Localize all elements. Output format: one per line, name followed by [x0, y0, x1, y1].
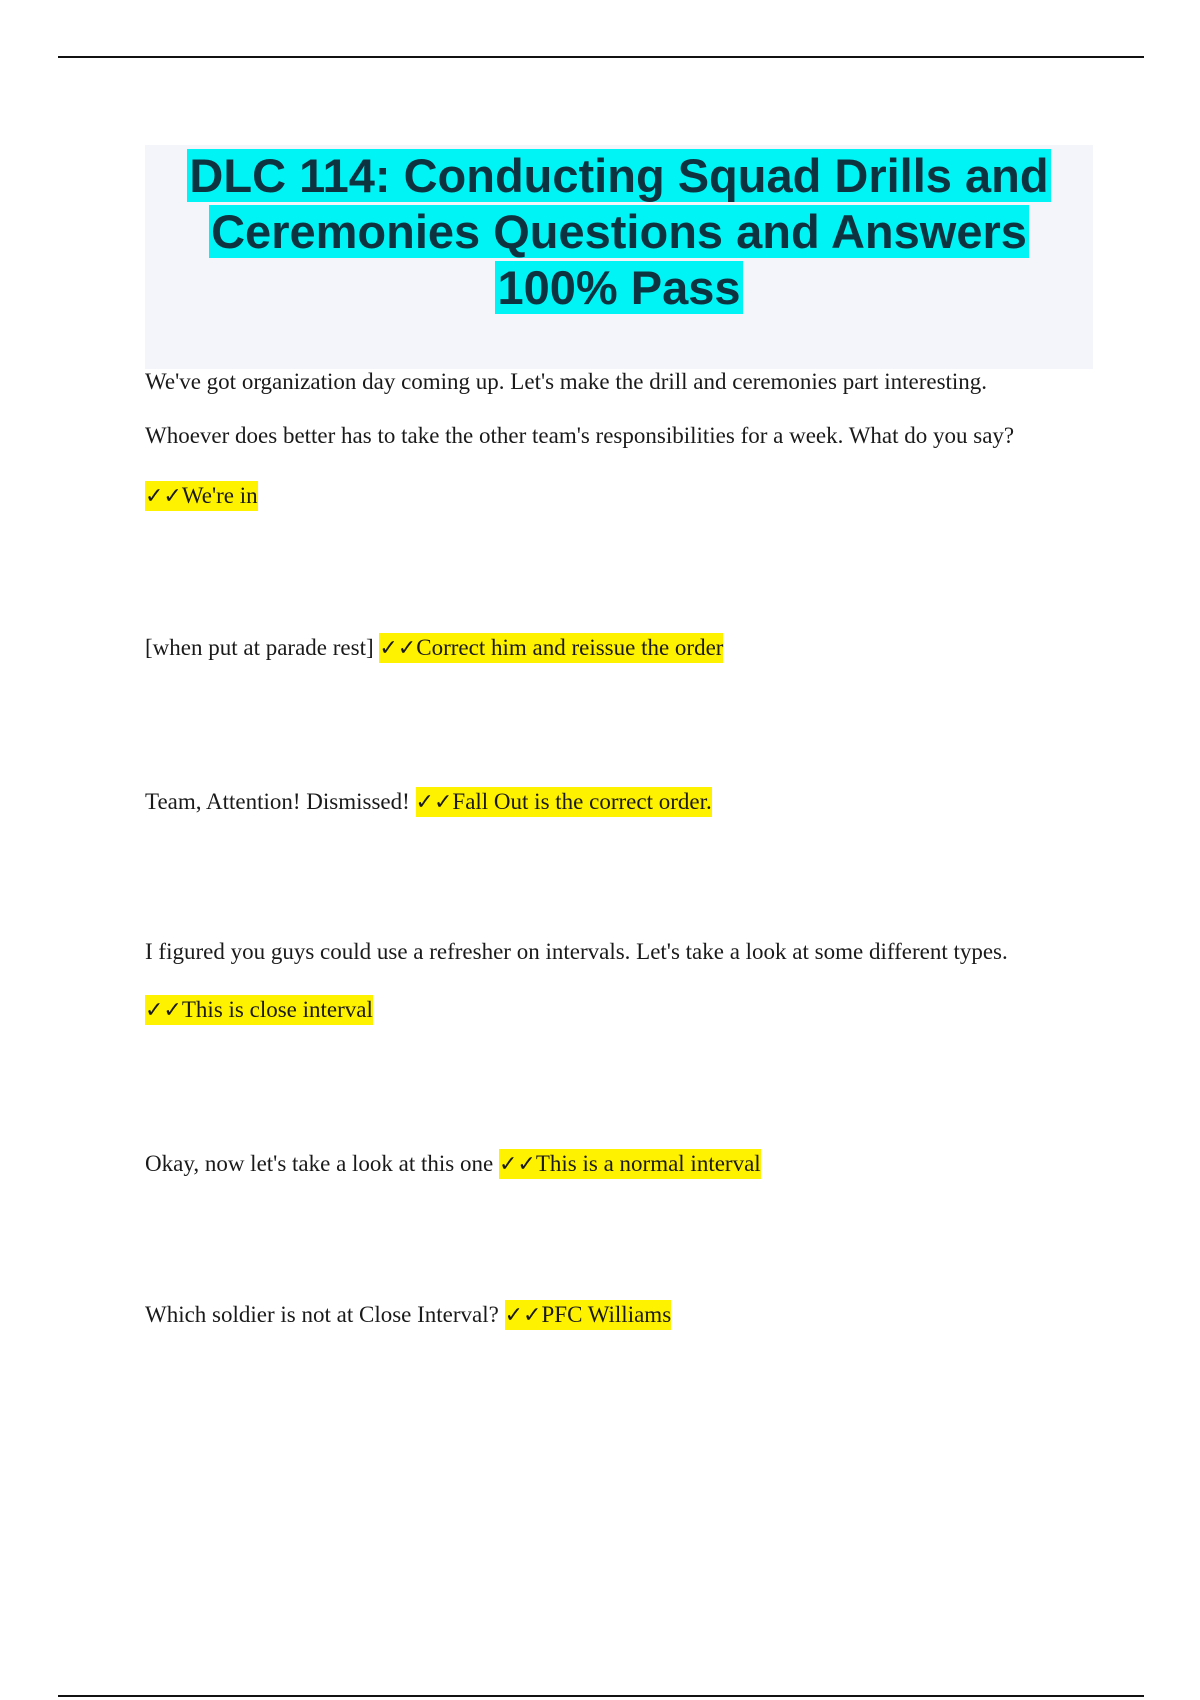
answer-text: Correct him and reissue the order: [416, 635, 724, 660]
answer-highlight: [145, 481, 258, 511]
answer-text: Fall Out is the correct order.: [452, 789, 712, 814]
question-3: [145, 786, 712, 819]
answer-text: We're in: [181, 483, 258, 508]
answer-text: PFC Williams: [541, 1302, 672, 1327]
answer-4: [145, 994, 373, 1027]
answer-text: This is a normal interval: [535, 1151, 761, 1176]
answer-highlight: [416, 787, 712, 817]
answer-highlight: [505, 1300, 672, 1330]
check-mark-icon: ✓✓: [415, 790, 453, 815]
question-1-line-1: We've got organization day coming up. Let's make the drill and ceremonies part interesting.: [145, 369, 988, 394]
answer-highlight: [499, 1149, 761, 1179]
question-text: Team, Attention! Dismissed!: [145, 789, 416, 814]
question-text: Okay, now let's take a look at this one: [145, 1151, 499, 1176]
bottom-rule: [58, 1695, 1144, 1697]
answer-highlight: [379, 633, 723, 663]
top-rule: [58, 56, 1144, 58]
title-text: DLC 114: Conducting Squad Drills and Ceremonies Questions and Answers 100% Pass: [189, 149, 1049, 314]
question-4: I figured you guys could use a refresher on intervals. Let's take a look at some different types.: [145, 939, 1008, 964]
question-text: Which soldier is not at Close Interval?: [145, 1302, 505, 1327]
check-mark-icon: ✓✓: [379, 636, 417, 661]
document-title: [145, 145, 1093, 316]
question-text: [when put at parade rest]: [145, 635, 380, 660]
title-banner: [145, 145, 1093, 369]
check-mark-icon: ✓✓: [145, 484, 182, 509]
check-mark-icon: ✓✓: [145, 998, 182, 1023]
check-mark-icon: ✓✓: [498, 1152, 536, 1177]
check-mark-icon: ✓✓: [504, 1303, 542, 1328]
answer-1: [145, 480, 258, 513]
question-5: [145, 1148, 761, 1181]
answer-text: This is close interval: [181, 997, 373, 1022]
question-1-line-2: Whoever does better has to take the other team's responsibilities for a week. What do you say?: [145, 423, 1015, 448]
question-6: [145, 1299, 671, 1332]
answer-highlight: [145, 995, 373, 1025]
question-2: [145, 632, 723, 665]
